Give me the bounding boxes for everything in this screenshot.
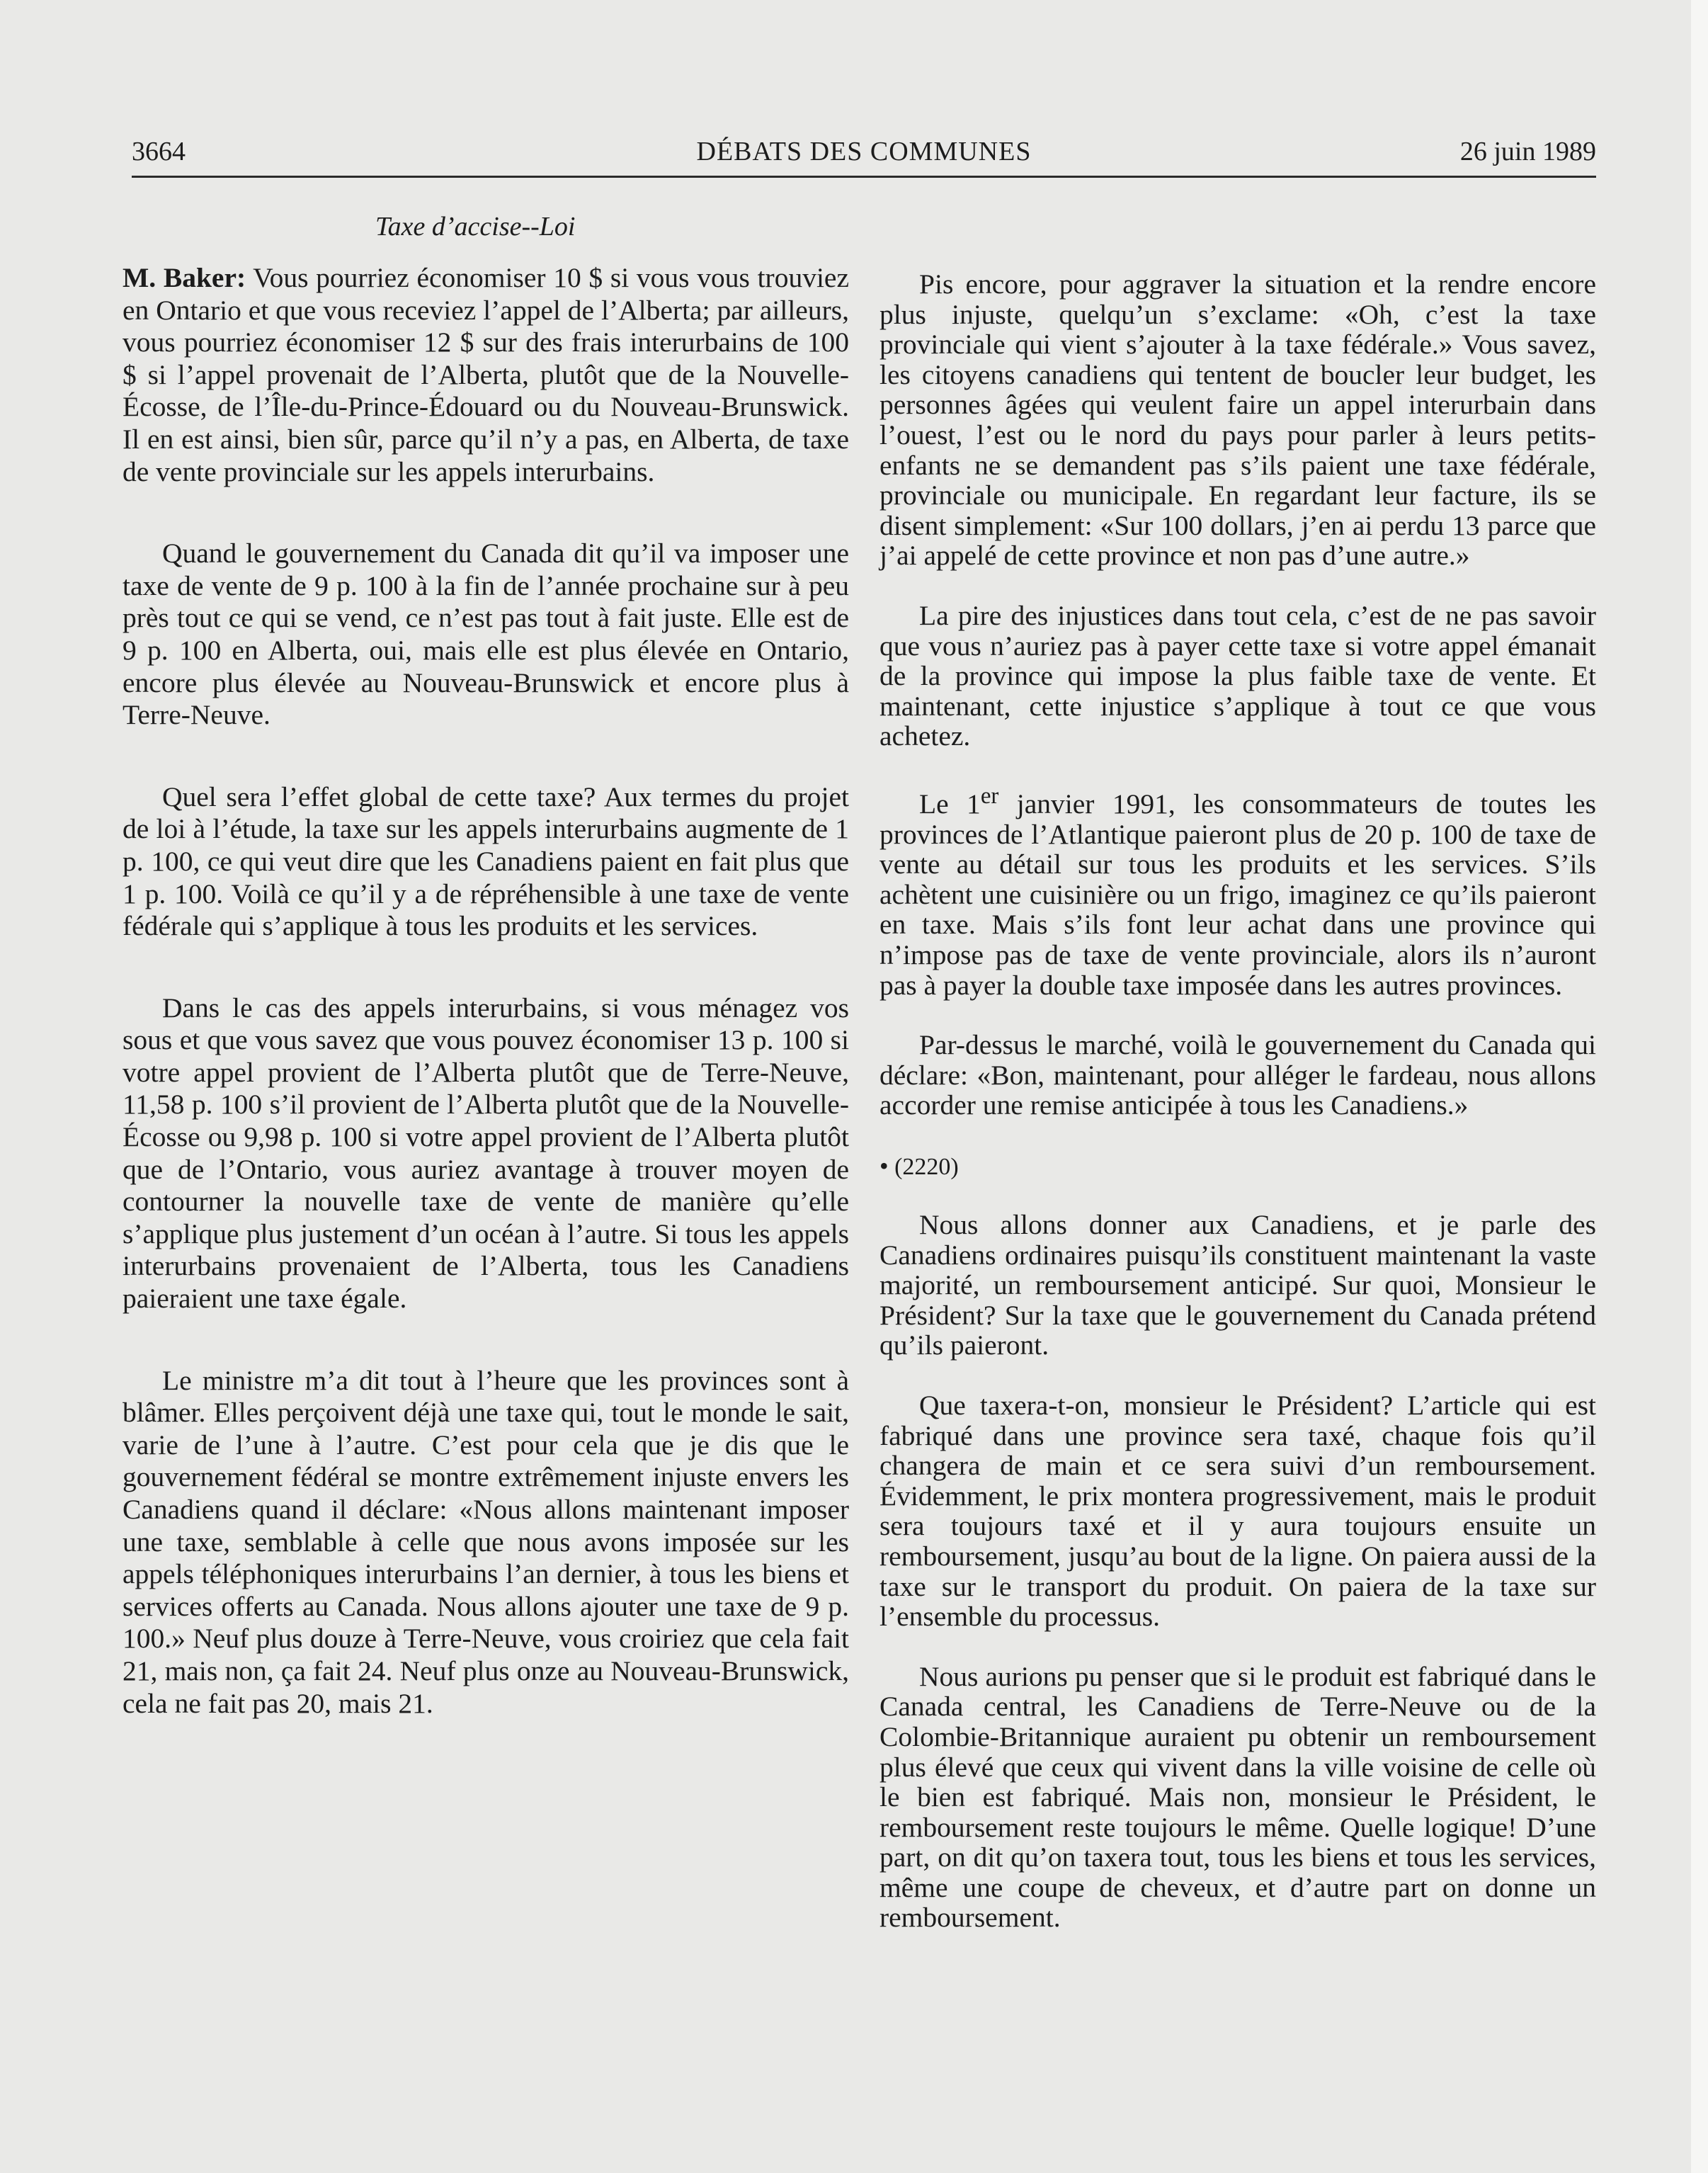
- page-number: 3664: [132, 137, 186, 166]
- speaker-name: M. Baker:: [123, 262, 246, 293]
- paragraph: Nous allons donner aux Canadiens, et je parle des Canadiens ordinaires puisqu’ils constituent maintenant la vaste majorité, un remboursement anticipé. Sur quoi, Monsieur le Président? Sur la taxe que le gouvernement du Canada prétend qu’ils paieront.: [879, 1209, 1596, 1361]
- right-column: [879, 269, 1596, 1963]
- paragraph: Dans le cas des appels interurbains, si vous ménagez vos sous et que vous savez que vous pouvez économiser 13 p. 100 si votre appel provient de l’Alberta plutôt que de Terre-Neuve, 11,58 p. 100 s’il provient de l’Alberta plutôt que de la Nouvelle-Écosse ou 9,98 p. 100 si votre appel provient de l’Alberta plutôt que de l’Ontario, vous auriez avantage à trouver moyen de contourner la nouvelle taxe de vente de manière qu’elle s’applique plus justement d’un océan à l’autre. Si tous les appels interurbains provenaient de l’Alberta, tous les Canadiens paieraient une taxe égale.: [123, 992, 849, 1315]
- paragraph: Quand le gouvernement du Canada dit qu’il va imposer une taxe de vente de 9 p. 100 à la fin de l’année prochaine sur à peu près tout ce qui se vend, ce n’est pas tout à fait juste. Elle est de 9 p. 100 en Alberta, oui, mais elle est plus élevée en Ontario, encore plus élevée au Nouveau-Brunswick et encore plus à Terre-Neuve.: [123, 538, 849, 731]
- paragraph: La pire des injustices dans tout cela, c’est de ne pas savoir que vous n’auriez pas à payer cette taxe si votre appel émanait de la province qui impose la plus faible taxe de vente. Et maintenant, cette injustice s’applique à tout ce que vous achetez.: [879, 599, 1596, 752]
- bullet-icon: •: [879, 1152, 889, 1180]
- paragraph: Quel sera l’effet global de cette taxe? Aux termes du projet de loi à l’étude, la taxe sur les appels interurbains augmente de 1 p. 100, ce qui veut dire que les Canadiens paient en fait plus que 1 p. 100. Voilà ce qu’il y a de répréhensible à une taxe de vente fédérale qui s’applique à tous les produits et les services.: [123, 781, 849, 942]
- timestamp: (2220): [888, 1154, 959, 1180]
- paragraph: [123, 262, 849, 488]
- page-edge: [1691, 0, 1708, 2173]
- journal-title: DÉBATS DES COMMUNES: [696, 137, 1032, 166]
- paragraph-text: janvier 1991, les consommateurs de toutes les provinces de l’Atlantique paieront plus de 20 p. 100 de taxe de vente au détail sur tous les produits et les services. S’ils achètent une cuisinière ou un frigo, imaginez ce qu’ils paieront en taxe. Mais s’ils font leur achat dans une province qui n’impose pas de taxe de vente provinciale, alors ils n’auront pas à payer la double taxe imposée dans les autres provinces.: [879, 788, 1596, 1001]
- left-column: [123, 262, 849, 1769]
- section-title: Taxe d’accise--Loi: [375, 212, 576, 242]
- paragraph: Par-dessus le marché, voilà le gouvernement du Canada qui déclare: «Bon, maintenant, pour alléger le fardeau, nous allons accorder une remise anticipée à tous les Canadiens.»: [879, 1029, 1596, 1121]
- paragraph-lead: Le 1: [919, 788, 981, 820]
- paragraph: Le ministre m’a dit tout à l’heure que les provinces sont à blâmer. Elles perçoivent déjà une taxe qui, tout le monde le sait, varie de l’une à l’autre. C’est pour cela que je dis que le gouvernement fédéral se montre extrêmement injuste envers les Canadiens quand il déclare: «Nous allons maintenant imposer une taxe, semblable à celle que nous avons imposée sur les appels téléphoniques interurbains l’an dernier, à tous les biens et services offerts au Canada. Nous allons ajouter une taxe de 9 p. 100.» Neuf plus douze à Terre-Neuve, vous croiriez que cela fait 21, mais non, ça fait 24. Neuf plus onze au Nouveau-Brunswick, cela ne fait pas 20, mais 21.: [123, 1364, 849, 1719]
- ordinal-superscript: er: [980, 783, 999, 809]
- paragraph: Que taxera-t-on, monsieur le Président? L’article qui est fabriqué dans une province sera taxé, chaque fois qu’il changera de main et ce sera suivi d’un remboursement. Évidemment, le prix montera progressivement, mais le produit sera toujours taxé et il y aura toujours ensuite un remboursement, jusqu’au bout de la ligne. On paiera aussi de la taxe sur le transport du produit. On paiera de la taxe sur l’ensemble du processus.: [879, 1389, 1596, 1633]
- paragraph: Pis encore, pour aggraver la situation et la rendre encore plus injuste, quelqu’un s’exclame: «Oh, c’est la taxe provinciale qui vient s’ajouter à la taxe fédérale.» Vous savez, les citoyens canadiens qui tentent de boucler leur budget, les personnes âgées qui veulent faire un appel interurbain dans l’ouest, l’est ou le nord du pays pour parler à leurs petits-enfants ne se demandent pas s’ils paient une taxe fédérale, provinciale ou municipale. En regardant leur facture, ils se disent simplement: «Sur 100 dollars, j’en ai perdu 13 parce que j’ai appelé de cette province et non pas d’une autre.»: [879, 268, 1596, 572]
- paragraph: Nous aurions pu penser que si le produit est fabriqué dans le Canada central, les Canadiens de Terre-Neuve ou de la Colombie-Britannique auraient pu obtenir un remboursement plus élevé que ceux qui vivent dans la ville voisine de celle où le bien est fabriqué. Mais non, monsieur le Président, le remboursement reste toujours le même. Quelle logique! D’une part, on dit qu’on taxera tout, tous les biens et tous les services, même une coupe de cheveux, et d’autre part on donne un remboursement.: [879, 1660, 1596, 1934]
- timestamp-marker: [879, 1150, 1596, 1183]
- page-header: [132, 136, 1596, 171]
- header-rule: [132, 176, 1596, 178]
- paragraph: [879, 781, 1596, 1000]
- issue-date: 26 juin 1989: [1459, 137, 1596, 166]
- paragraph-text: Vous pourriez économiser 10 $ si vous vous trouviez en Ontario et que vous receviez l’appel de l’Alberta; par ailleurs, vous pourriez économiser 12 $ sur des frais interurbains de 100 $ si l’appel provenait de l’Alberta, plutôt que de la Nouvelle-Écosse, de l’Île-du-Prince-Édouard ou du Nouveau-Brunswick. Il en est ainsi, bien sûr, parce qu’il n’y a pas, en Alberta, de taxe de vente provinciale sur les appels interurbains.: [123, 262, 849, 487]
